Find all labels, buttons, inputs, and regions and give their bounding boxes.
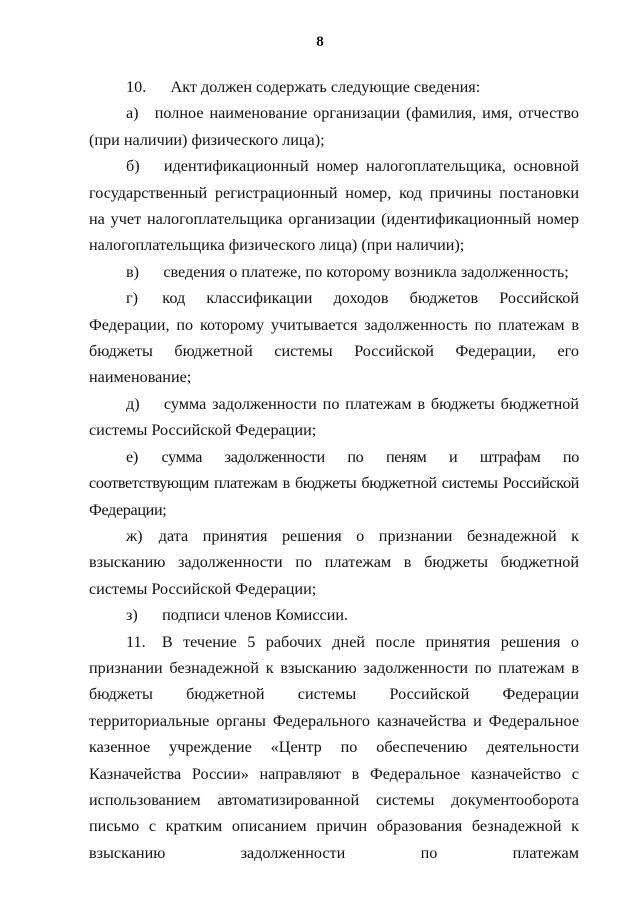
- list-item-b: б) идентификационный номер налогоплательщика, основной государственный регистрационный номер, код причины постановки на учет налогоплательщика организации (идентификационный номер налогоплательщика физического лица) (при наличии);: [89, 157, 579, 255]
- paragraph-11: 11. В течение 5 рабочих дней после принятия решения о признании безнадежной к взысканию задолженности по платежам в бюджеты бюджетной системы Российской Федерации территориальные органы Федерального казначейства и Федеральное казенное учреждение «Центр по обеспечению деятельности Казначейства России» направляют в Федеральное казначейство с использованием автоматизированной системы документооборота письмо с кратким описанием причин образования безнадежной к взысканию задолженности по платежам: [89, 632, 579, 862]
- page-number: 8: [316, 34, 324, 50]
- list-item-g: г) код классификации доходов бюджетов Российской Федерации, по которому учитывается задолженность по платежам в бюджеты бюджетной системы Российской Федерации, его наименование;: [89, 289, 579, 387]
- list-item-a: а) полное наименование организации (фамилия, имя, отчество (при наличии) физического лица);: [89, 104, 579, 149]
- list-item-v: в) сведения о платеже, по которому возникла задолженность;: [126, 262, 569, 281]
- list-item-d: д) сумма задолженности по платежам в бюджеты бюджетной системы Российской Федерации;: [89, 394, 579, 440]
- list-item-z: з) подписи членов Комиссии.: [126, 606, 349, 625]
- paragraph-10: 10. Акт должен содержать следующие сведения:: [126, 78, 481, 96]
- list-item-zh: ж) дата принятия решения о признании безнадежной к взысканию задолженности по платежам в бюджеты бюджетной системы Российской Федерации;: [89, 526, 579, 598]
- list-item-e: е) сумма задолженности по пеням и штрафам по соответствующим платежам в бюджеты бюджетной системы Российской Федерации;: [89, 447, 579, 519]
- document-body: [89, 74, 579, 866]
